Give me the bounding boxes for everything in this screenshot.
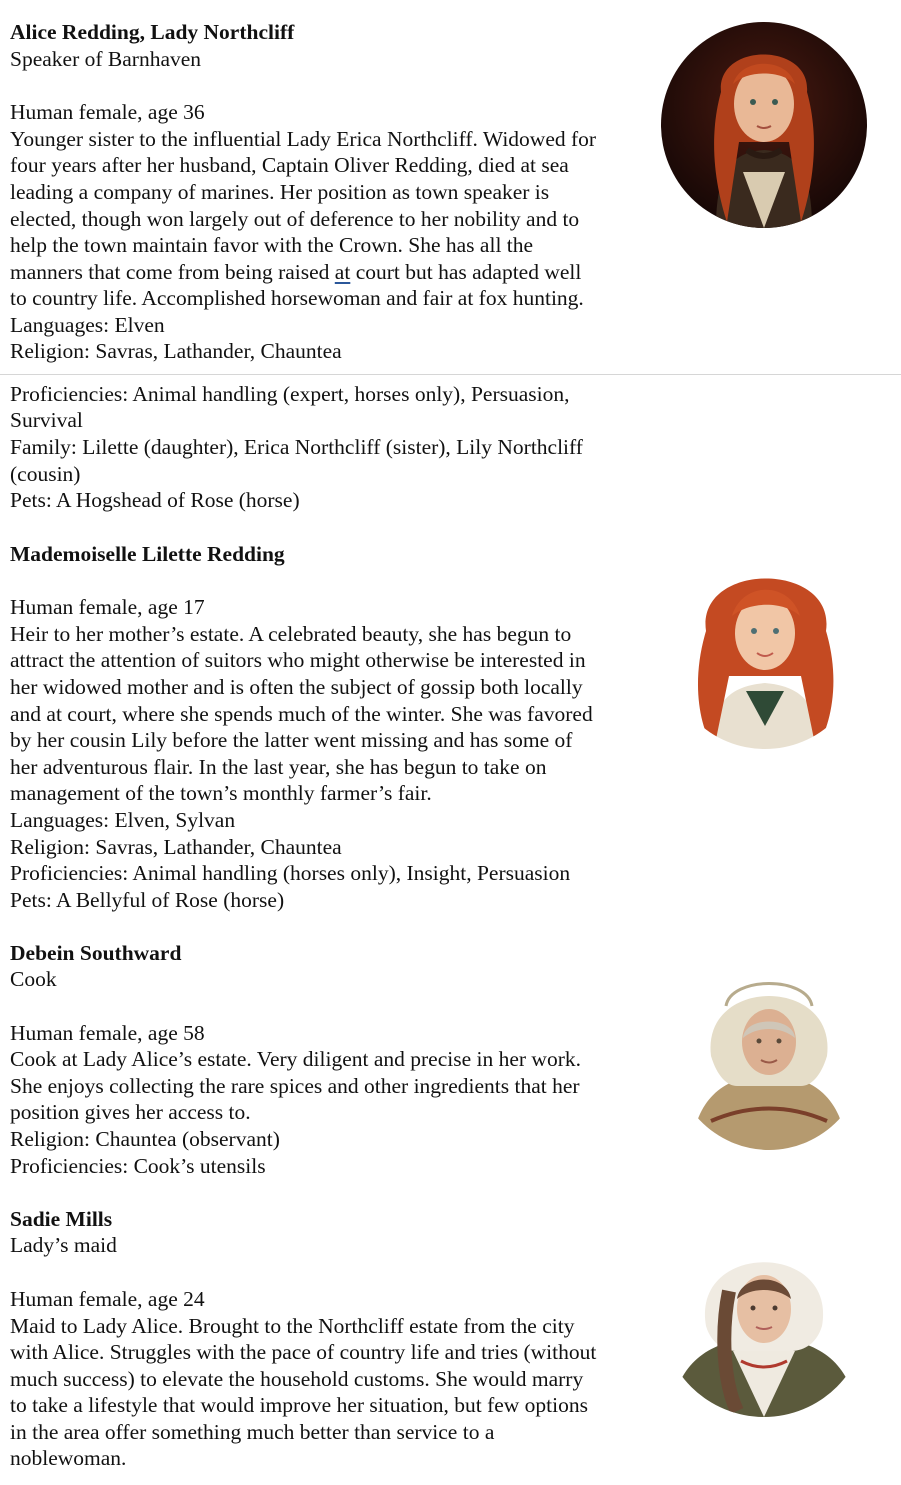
npc-line: her widowed mother and is often the subject of gossip both locally <box>10 675 583 699</box>
npc-line: Human female, age 17 <box>10 595 205 619</box>
npc-line: by her cousin Lily before the latter went missing and has some of <box>10 728 573 752</box>
npc-line: to take a lifestyle that would improve her situation, but few options <box>10 1393 588 1417</box>
npc-line: with Alice. Struggles with the pace of country life and tries (without <box>10 1340 597 1364</box>
npc-pets: Pets: A Bellyful of Rose (horse) <box>10 888 285 912</box>
npc-line <box>10 259 650 286</box>
npc-line: noblewoman. <box>10 1446 127 1470</box>
npc-religion: Religion: Chauntea (observant) <box>10 1127 280 1151</box>
npc-line: position gives her access to. <box>10 1100 251 1124</box>
npc-line: to country life. Accomplished horsewoman and fair at fox hunting. <box>10 286 584 310</box>
npc-line: in the area offer something much better than service to a <box>10 1420 495 1444</box>
npc-family: Family: Lilette (daughter), Erica Northcliff (sister), Lily Northcliff <box>10 435 583 459</box>
npc-languages: Languages: Elven, Sylvan <box>10 808 236 832</box>
npc-religion: Religion: Savras, Lathander, Chauntea <box>10 339 342 363</box>
portrait-lilette <box>666 551 864 749</box>
portrait-alice <box>661 22 867 228</box>
npc-line: (cousin) <box>10 462 81 486</box>
npc-religion: Religion: Savras, Lathander, Chauntea <box>10 835 342 859</box>
line-segment: court but has adapted well <box>350 260 582 284</box>
npc-title-sadie: Lady’s maid <box>10 1233 117 1257</box>
npc-line: leading a company of marines. Her position as town speaker is <box>10 180 550 204</box>
npc-line: Cook at Lady Alice’s estate. Very diligent and precise in her work. <box>10 1047 581 1071</box>
npc-pets: Pets: A Hogshead of Rose (horse) <box>10 488 300 512</box>
npc-line: management of the town’s monthly farmer’s fair. <box>10 781 432 805</box>
npc-name-lilette: Mademoiselle Lilette Redding <box>10 542 285 566</box>
npc-line: her adventurous flair. In the last year, she has begun to take on <box>10 755 547 779</box>
npc-title-alice: Speaker of Barnhaven <box>10 47 202 71</box>
npc-line: Younger sister to the influential Lady Erica Northcliff. Widowed for <box>10 127 597 151</box>
npc-proficiencies: Proficiencies: Animal handling (horses only), Insight, Persuasion <box>10 861 571 885</box>
npc-line: four years after her husband, Captain Oliver Redding, died at sea <box>10 153 569 177</box>
npc-line: Human female, age 24 <box>10 1287 205 1311</box>
portrait-sadie <box>661 1211 867 1417</box>
npc-line: help the town maintain favor with the Crown. She has all the <box>10 233 534 257</box>
npc-line: Survival <box>10 408 83 432</box>
page-divider <box>0 374 901 375</box>
npc-line: She enjoys collecting the rare spices and other ingredients that her <box>10 1074 580 1098</box>
npc-line: Human female, age 36 <box>10 100 205 124</box>
npc-name-sadie: Sadie Mills <box>10 1207 113 1231</box>
line-segment: manners that come from being raised <box>10 260 335 284</box>
npc-line: elected, though won largely out of deference to her nobility and to <box>10 207 580 231</box>
npc-name-debein: Debein Southward <box>10 941 182 965</box>
npc-line: Heir to her mother’s estate. A celebrated beauty, she has begun to <box>10 622 572 646</box>
portrait-debein <box>671 946 867 1150</box>
npc-languages: Languages: Elven <box>10 313 165 337</box>
npc-line: and at court, where she spends much of the winter. She was favored <box>10 702 593 726</box>
npc-line: attract the attention of suitors who might otherwise be interested in <box>10 648 586 672</box>
npc-line: much success) to elevate the household customs. She would marry <box>10 1367 584 1391</box>
npc-title-debein: Cook <box>10 967 57 991</box>
npc-line: Human female, age 58 <box>10 1021 205 1045</box>
underlined-word: at <box>334 260 351 284</box>
npc-name-alice: Alice Redding, Lady Northcliff <box>10 20 295 44</box>
npc-proficiencies: Proficiencies: Cook’s utensils <box>10 1154 266 1178</box>
npc-proficiencies: Proficiencies: Animal handling (expert, horses only), Persuasion, <box>10 382 570 406</box>
npc-line: Maid to Lady Alice. Brought to the Northcliff estate from the city <box>10 1314 575 1338</box>
